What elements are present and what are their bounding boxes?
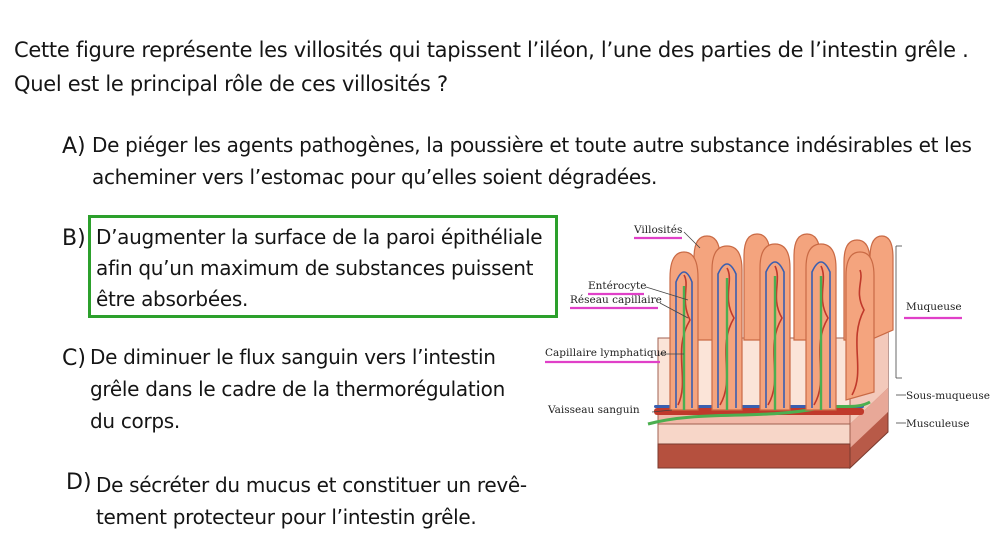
option-c-line-3: du corps. bbox=[90, 409, 180, 433]
option-b-line-1: D’augmenter la surface de la paroi épithéliale bbox=[96, 225, 543, 249]
option-d-letter: D) bbox=[66, 470, 92, 495]
option-b-line-3: être absorbées. bbox=[96, 287, 249, 311]
label-capillaire-lymphatique: Capillaire lymphatique bbox=[545, 347, 667, 359]
label-sous-muqueuse: Sous-muqueuse bbox=[906, 390, 990, 402]
label-reseau-capillaire: Réseau capillaire bbox=[570, 294, 662, 306]
option-b-letter: B) bbox=[62, 226, 86, 251]
label-enterocyte: Entérocyte bbox=[588, 280, 647, 292]
option-d-line-1: De sécréter du mucus et constituer un revê- bbox=[96, 473, 527, 497]
option-a-line-2: acheminer vers l’estomac pour qu’elles soient dégradées. bbox=[92, 165, 658, 189]
option-b-line-2: afin qu’un maximum de substances puissent bbox=[96, 256, 534, 280]
option-c-letter: C) bbox=[62, 346, 86, 371]
question-line-2: Quel est le principal rôle de ces villosités ? bbox=[14, 72, 448, 96]
label-villosites: Villosités bbox=[634, 224, 683, 236]
option-a-line-1: De piéger les agents pathogènes, la poussière et toute autre substance indésirables et les bbox=[92, 133, 972, 157]
label-muqueuse: Muqueuse bbox=[906, 301, 962, 313]
option-d-line-2: tement protecteur pour l’intestin grêle. bbox=[96, 505, 477, 529]
question-line-1: Cette figure représente les villosités qui tapissent l’iléon, l’une des parties de l’intestin grêle . bbox=[14, 38, 969, 62]
label-musculeuse: Musculeuse bbox=[906, 418, 970, 430]
option-a-letter: A) bbox=[62, 134, 86, 159]
label-vaisseau-sanguin: Vaisseau sanguin bbox=[548, 404, 640, 416]
option-c-line-2: grêle dans le cadre de la thermorégulation bbox=[90, 377, 505, 401]
option-c-line-1: De diminuer le flux sanguin vers l’intestin bbox=[90, 345, 496, 369]
muscularis-layer bbox=[658, 444, 850, 468]
